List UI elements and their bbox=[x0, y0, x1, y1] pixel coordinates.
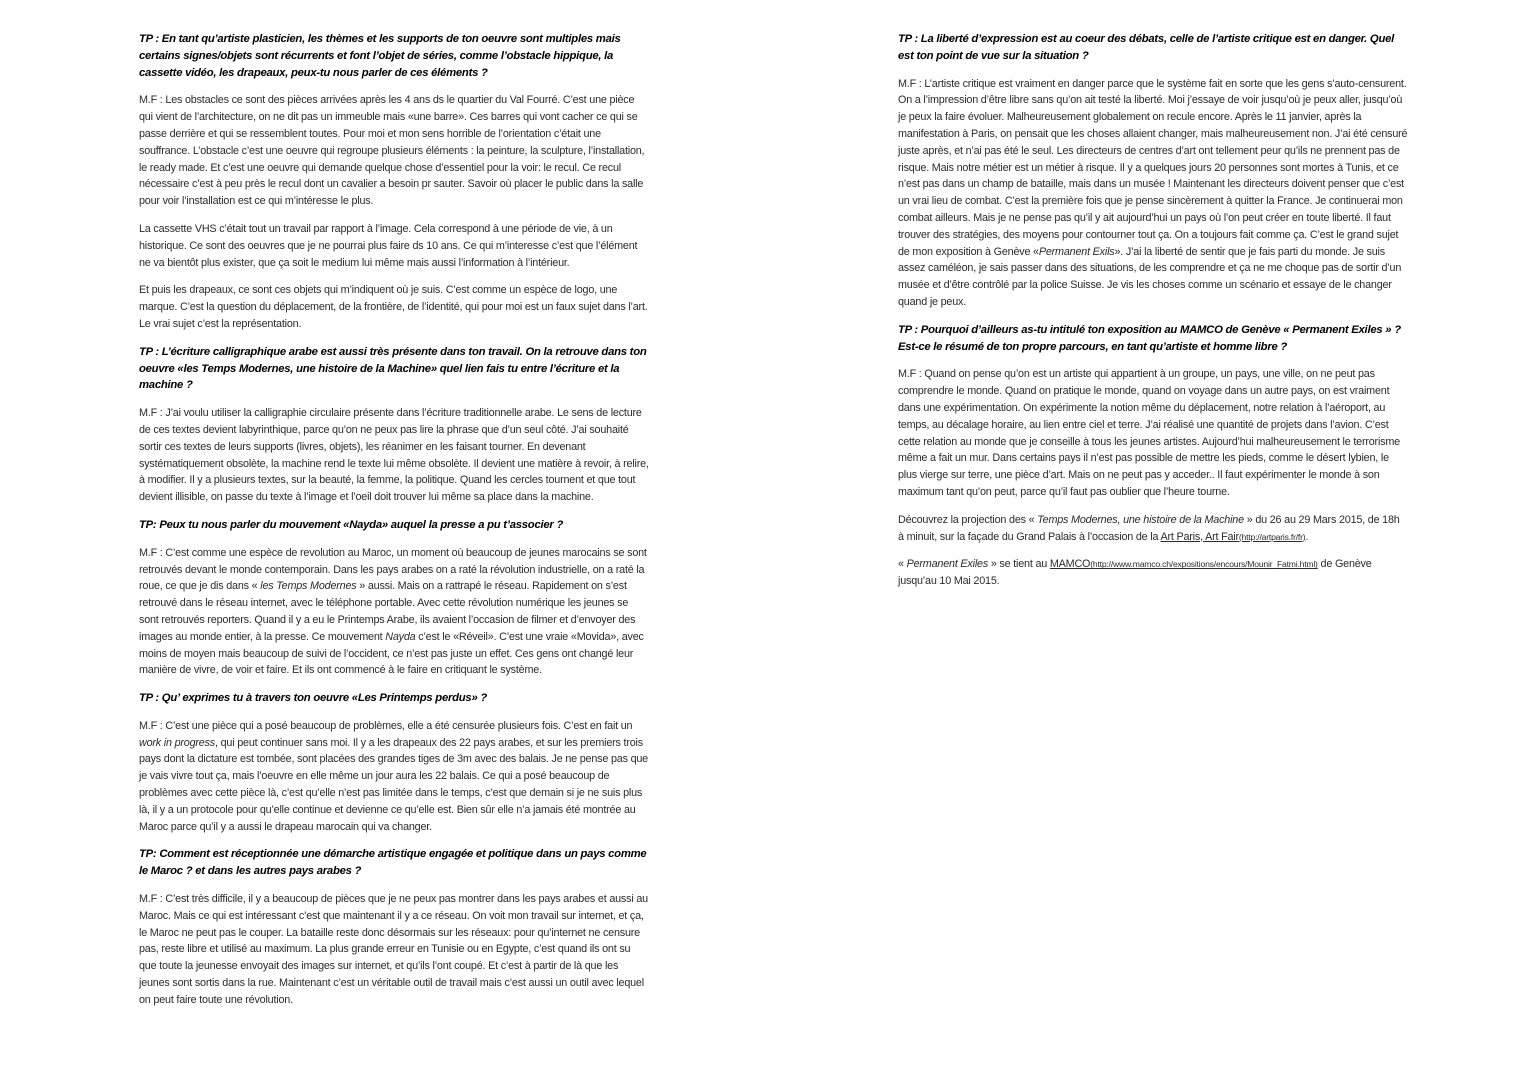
answer-6-title-permanent-exils: Permanent Exils bbox=[1038, 245, 1115, 258]
answer-3-title-nayda: Nayda bbox=[385, 630, 416, 643]
question-3: TP: Peux tu nous parler du mouvement «Nayda» auquel la presse a pu t’associer ? bbox=[139, 518, 564, 531]
left-column bbox=[139, 31, 649, 1020]
projection-text-a: Découvrez la projection des « bbox=[898, 513, 1038, 526]
exhibition-text-a: « bbox=[898, 558, 907, 571]
answer-3-text-a: M.F : C’est comme une espèce de revolution au Maroc, un moment où beaucoup de jeunes marocains se sont retrouvés devant le monde contemporain. Dans les pays arabes on a raté la révolution industrielle, on a raté la roue, ce que je dis dans « bbox=[139, 546, 647, 593]
projection-text-end: . bbox=[1305, 530, 1309, 543]
answer-5: M.F : C’est très difficile, il y a beaucoup de pièces que je ne peux pas montrer dans les pays arabes et aussi au Maroc. Mais ce qui est intéressant c’est que maintenant il y a ce réseau. On voit mon travail sur internet, et ça, le Maroc ne peut pas le couper. La bataille reste donc désormais sur les réseaux: pour qu’internet ne censure pas, reste libre et utilisé au maximum. La plus grande erreur en Tunisie ou en Egypte, c’est quand ils ont su que toute la jeunesse envoyait des images sur internet, et qu’ils l’ont coupé. Et c’est à partir de là que les jeunes sont sortis dans la rue. Maintenant c’est un véritable outil de travail mais c’est aussi un outil avec lequel on peut faire toute une révolution. bbox=[139, 893, 648, 1006]
exhibition-text-end: de Genève jusqu’au 10 Mai 2015. bbox=[898, 558, 1372, 588]
exhibition-text-b: » se tient au bbox=[988, 558, 1050, 571]
projection-announcement bbox=[898, 512, 1408, 546]
art-paris-link[interactable]: Art Paris, Art Fair bbox=[1160, 530, 1239, 543]
question-7: TP : Pourquoi d’ailleurs as-tu intitulé ton exposition au MAMCO de Genève « Permanent Exiles » ? Est-ce le résumé de ton propre parcours, en tant qu’artiste et homme libre ? bbox=[898, 323, 1401, 353]
answer-4-text-b: , qui peut continuer sans moi. Il y a les drapeaux des 22 pays arabes, et sur les premiers trois pays dont la dictature est tombée, sont placées des grandes tiges de 3m avec des balais. Je ne pense pas que je vais vivre tout ça, mais l’oeuvre en elle même un jour aura les 22 balais. Ce qui a posé beaucoup de problèmes avec cette pièce là, c’est qu’elle n’est pas limitée dans le temps, c’est que demain si je ne suis plus là, il y a un protocole pour qu’elle continue et devienne ce qu’elle est. Bien sûr elle n’a jamais été montrée au Maroc parce qu’il y a aussi le drapeau marocain qui va changer. bbox=[139, 736, 648, 833]
answer-1-flags: Et puis les drapeaux, ce sont ces objets qui m’indiquent où je suis. C’est comme un espèce de logo, une marque. C’est la question du déplacement, de la frontière, de l’identité, qui pour moi est un faux sujet dans l’art. Le vrai sujet c’est la représentation. bbox=[139, 284, 648, 330]
art-paris-url-link[interactable]: (http://artparis.fr/fr) bbox=[1238, 531, 1306, 542]
mamco-url-link[interactable]: (http://www.mamco.ch/expositions/encours/Mounir_Fatmi.html) bbox=[1090, 559, 1318, 570]
answer-2: M.F : J’ai voulu utiliser la calligraphie circulaire présente dans l’écriture traditionnelle arabe. Le sens de lecture de ces textes devient labyrinthique, parce qu’on ne peux pas lire la phrase que d’un seul côté. J’ai souhaité sortir ces textes de leurs supports (livres, objets), les réanimer en les faisant tourner. En devenant systématiquement obsolète, la machine rend le texte lui même obsolète. Il devient une matière à revoir, à relire, à modifier. Il y a plusieurs textes, sur la beauté, la femme, la politique. Quand les cercles tournent et que tout devient illisible, on passe du texte à l’image et l’oeil doit trouver lui même sa place dans la machine. bbox=[139, 407, 649, 504]
question-6: TP : La liberté d’expression est au coeur des débats, celle de l’artiste critique est en danger. Quel est ton point de vue sur la situation ? bbox=[898, 33, 1395, 62]
answer-3-title-temps-modernes: les Temps Modernes bbox=[260, 580, 357, 593]
question-5: TP: Comment est réceptionnée une démarche artistique engagée et politique dans un pays comme le Maroc ? et dans les autres pays arabes ? bbox=[139, 848, 647, 878]
question-4: TP : Qu’ exprimes tu à travers ton oeuvre «Les Printemps perdus» ? bbox=[139, 692, 488, 705]
right-column bbox=[898, 31, 1408, 601]
question-1: TP : En tant qu’artiste plasticien, les thèmes et les supports de ton oeuvre sont multiples mais certains signes/objets sont récurrents et font l’objet de séries, comme l’obstacle hippique, la cassette vidéo, les drapeaux, peux-tu nous parler de ces éléments ? bbox=[139, 33, 621, 79]
exhibition-title: Permanent Exiles bbox=[906, 558, 989, 571]
projection-text-b: » du 26 au 29 Mars 2015, de 18h à minuit, sur la façade du Grand Palais à l’occasion de la bbox=[898, 513, 1400, 543]
answer-6-text-a: M.F : L’artiste critique est vraiment en danger parce que le système fait en sorte que les gens s’auto-censurent. On a l’impression d’être libre sans qu’on ait testé la liberté. Moi j’essaye de voir jusqu’où je peux aller, jusqu’où je peux la faire évoluer. Malheureusement globalement on recule encore. Après le 11 janvier, après la manifestation à Paris, on pensait que les choses allaient changer, mais malheureusement non. J’ai été censuré juste après, et n’ai pas été le seul. Les directeurs de centres d’art ont tellement peur qu’ils ne prennent pas de risque. Mais notre métier est un métier à risque. Il y a quelques jours 20 personnes sont mortes à Tunis, et ce n’est pas dans un champ de bataille, mais dans un musée ! Maintenant les directeurs doivent penser que c’est un vrai lieu de combat. C’est la première fois que je pense sincèrement à quitter la France. Je continuerai mon combat ailleurs. Mais je ne pense pas qu’il y ait aujourd’hui un pays où l’on peut créer en toute liberté. Il faut trouver des stratégies, des moyens pour contourner tout ça. On a toujours fait comme ça. C’est le grand sujet de mon exposition à Genève « bbox=[898, 77, 1408, 258]
answer-4-work-in-progress: work in progress bbox=[139, 736, 216, 749]
answer-3-text-b: » aussi. Mais on a rattrapé le réseau. Rapidement on s’est retrouvé dans le réseau internet, avec le téléphone portable. Avec cette révolution numérique les jeunes se sont retrouvés reporters. Quand il y a eu le Printemps Arabe, ils avaient l’occasion de filmer et d’envoyer des images au monde entier, à la presse. Ce mouvement bbox=[139, 580, 636, 643]
mamco-link[interactable]: MAMCO bbox=[1049, 558, 1091, 571]
answer-4-text-a: M.F : C’est une pièce qui a posé beaucoup de problèmes, elle a été censurée plusieurs fois. C’est en fait un bbox=[139, 719, 633, 732]
answer-3 bbox=[139, 545, 649, 679]
answer-4 bbox=[139, 718, 649, 836]
question-2: TP : L’écriture calligraphique arabe est aussi très présente dans ton travail. On la retrouve dans ton oeuvre «les Temps Modernes, une histoire de la Machine» quel lien fais tu entre l’écriture et la machine ? bbox=[139, 345, 647, 392]
exhibition-announcement bbox=[898, 556, 1408, 590]
answer-1-vhs: La cassette VHS c’était tout un travail par rapport à l’image. Cela correspond à une période de vie, à un historique. Ce sont des oeuvres que je ne pourrai plus faire ds 10 ans. Ce qui m’interesse c’est que l’élément ne va bientôt plus exister, que ça soit le medium lui même mais aussi l’information à l’intérieur. bbox=[139, 222, 638, 269]
answer-6 bbox=[898, 76, 1408, 311]
answer-7: M.F : Quand on pense qu’on est un artiste qui appartient à un groupe, un pays, une ville, on ne peut pas comprendre le monde. Quand on pratique le monde, quand on voyage dans un autre pays, on est vraiment dans une expérimentation. On expérimente la notion même du déplacement, notre relation à l’aéroport, au temps, au décalage horaire, au lien entre ciel et terre. J’ai réalisé une quantité de projets dans l’avion. C’est cette relation au monde que je conseille à tous les jeunes artistes. Aujourd’hui malheureusement le terrorisme même a fait un mur. Dans certains pays il n’est pas possible de mettre les pieds, comme le désert lybien, le plus vierge sur terre, une pièce d’art. Mais on ne peut pas y acceder.. Il faut expérimenter le monde à son maximum tant qu’on peut, parce qu’il faut pas oublier que l’heure tourne. bbox=[898, 368, 1400, 498]
answer-6-text-b: ». J’ai la liberté de sentir que je fais parti du monde. Je suis assez caméléon, je sais passer dans des situations, de les comprendre et ça ne me choque pas de sortir d’un musée et d’être contrôlé par la police Suisse. Je vis les choses comme un scénario et essaye de le changer quand je peux. bbox=[898, 245, 1402, 308]
answer-3-text-c: c’est le «Réveil». C’est une vraie «Movida», avec moins de moyen mais beaucoup de suivi de l’occident, ce n’est pas juste un effet. Ces gens ont changé leur manière de vivre, de voir et faire. Et ils ont commencé à le faire en critiquant le système. bbox=[139, 630, 644, 677]
projection-title: Temps Modernes, une histoire de la Machine bbox=[1037, 513, 1244, 526]
answer-1: M.F : Les obstacles ce sont des pièces arrivées après les 4 ans ds le quartier du Val Fourré. C’est une pièce qui vient de l’architecture, on ne dit pas un immeuble mais «une barre». Ces barres qui vont cacher ce qui se passe derrière et qui se ressemblent toutes. Pour moi et mon sens horrible de l’orientation c’était une souffrance. L’obstacle c’est une oeuvre qui regroupe plusieurs éléments : la peinture, la sculpture, l’installation, le ready made. Et c’est une oeuvre qui demande quelque chose d’essentiel pour la voir: le recul. Ce recul nécessaire c’est à peu près le recul dont un cavalier a besoin pr sauter. Savoir où placer le public dans la salle pour voir l’installation est ce qui m’intéresse le plus. bbox=[139, 94, 645, 208]
